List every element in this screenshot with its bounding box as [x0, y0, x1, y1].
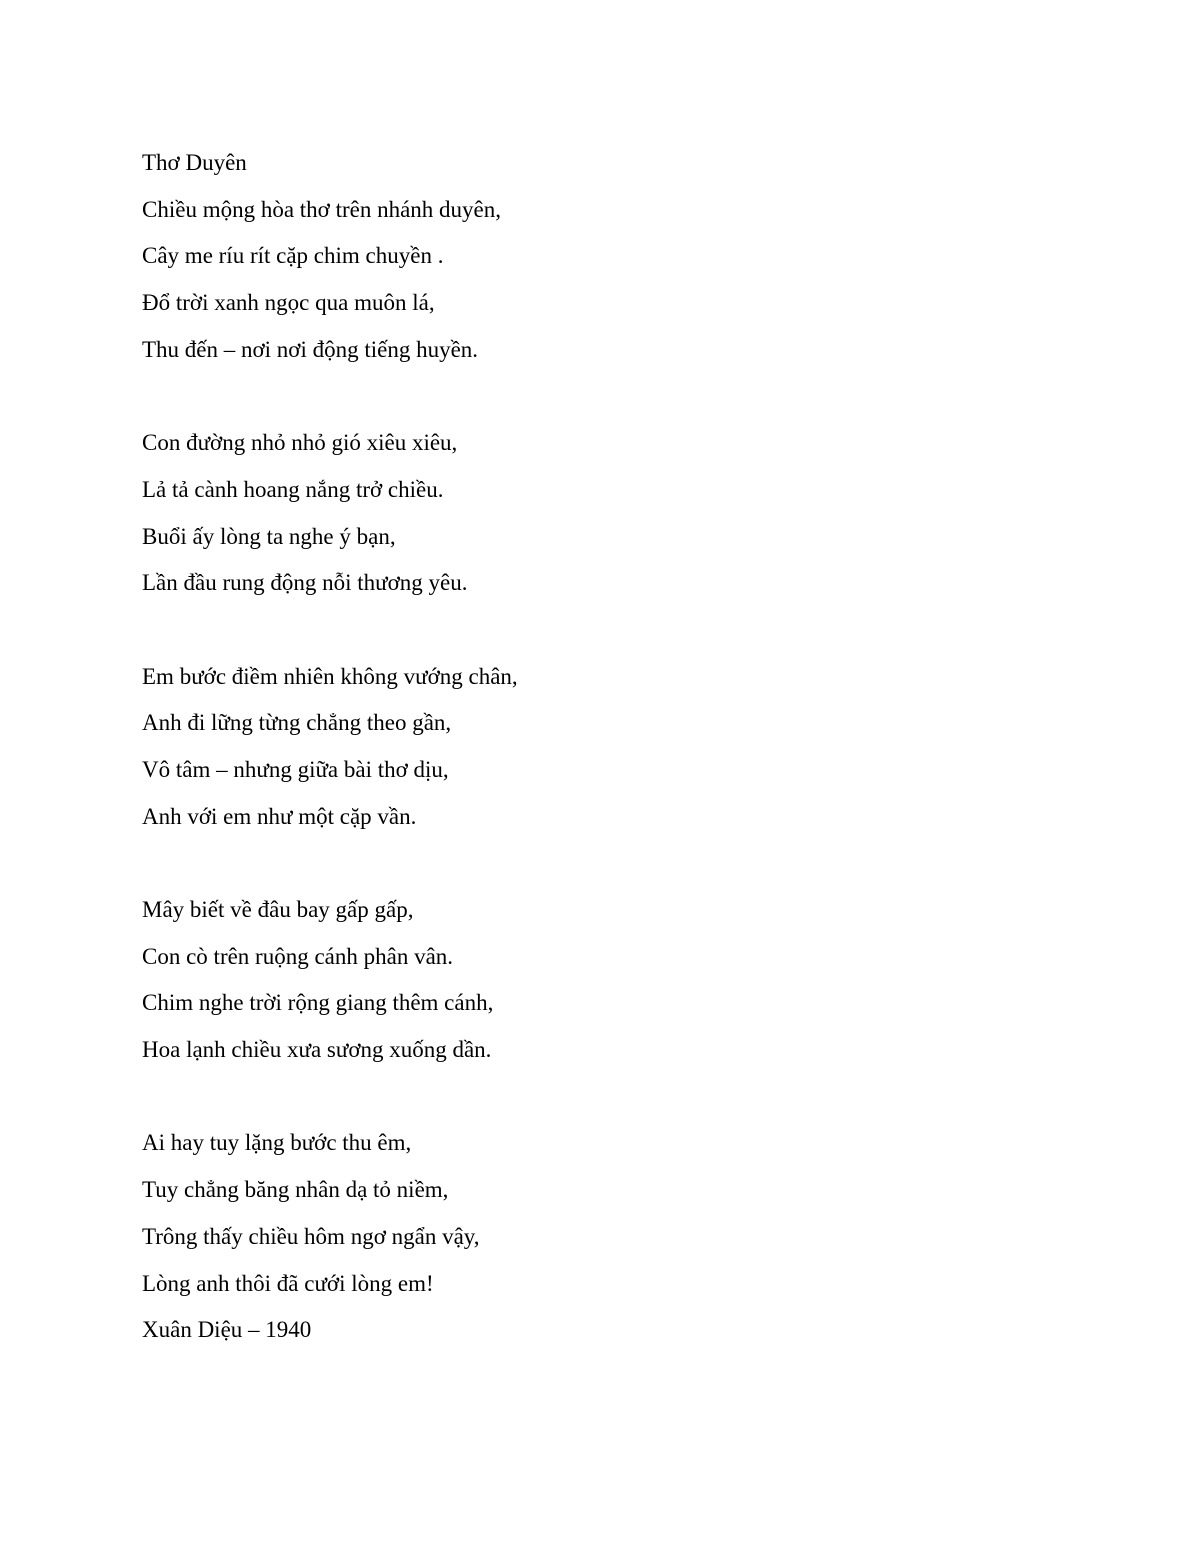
poem-line: Con đường nhỏ nhỏ gió xiêu xiêu, — [142, 430, 458, 456]
stanza-5 — [142, 1120, 1042, 1307]
poem-line: Chiều mộng hòa thơ trên nhánh duyên, — [142, 196, 502, 222]
poem-line: Lần đầu rung động nỗi thương yêu. — [142, 570, 468, 596]
poem-line: Đổ trời xanh ngọc qua muôn lá, — [142, 290, 435, 316]
poem-line: Con cò trên ruộng cánh phân vân. — [142, 943, 454, 969]
poem-line: Chim nghe trời rộng giang thêm cánh, — [142, 990, 494, 1016]
poem-line: Hoa lạnh chiều xưa sương xuống dần. — [142, 1037, 492, 1063]
stanza-spacer — [142, 1074, 1042, 1121]
stanza-spacer — [142, 373, 1042, 420]
stanza-2 — [142, 420, 1042, 607]
poem-body — [142, 140, 1042, 1354]
poem-line: Em bước điềm nhiên không vướng chân, — [142, 663, 518, 689]
stanza-spacer — [142, 840, 1042, 887]
stanza-3 — [142, 654, 1042, 841]
poem-line: Anh với em như một cặp vần. — [142, 803, 417, 829]
poem-line: Anh đi lững từng chẳng theo gần, — [142, 710, 452, 736]
poem-line: Trông thấy chiều hôm ngơ ngẩn vậy, — [142, 1223, 480, 1249]
poem-line: Buổi ấy lòng ta nghe ý bạn, — [142, 523, 396, 549]
poem-line: Ai hay tuy lặng bước thu êm, — [142, 1130, 412, 1156]
poem-line: Lả tả cành hoang nắng trở chiều. — [142, 476, 444, 502]
poem-line: Thu đến – nơi nơi động tiếng huyền. — [142, 336, 479, 362]
poem-line: Tuy chẳng băng nhân dạ tỏ niềm, — [142, 1177, 449, 1203]
poem-line: Lòng anh thôi đã cưới lòng em! — [142, 1270, 434, 1296]
poem-line: Cây me ríu rít cặp chim chuyền . — [142, 243, 444, 269]
stanza-4 — [142, 887, 1042, 1074]
stanza-1 — [142, 187, 1042, 374]
poem-attribution: Xuân Diệu – 1940 — [142, 1317, 312, 1343]
poem-title: Thơ Duyên — [142, 150, 247, 175]
poem-line: Mây biết về đâu bay gấp gấp, — [142, 897, 414, 922]
poem-line: Vô tâm – nhưng giữa bài thơ dịu, — [142, 756, 449, 782]
stanza-spacer — [142, 607, 1042, 654]
